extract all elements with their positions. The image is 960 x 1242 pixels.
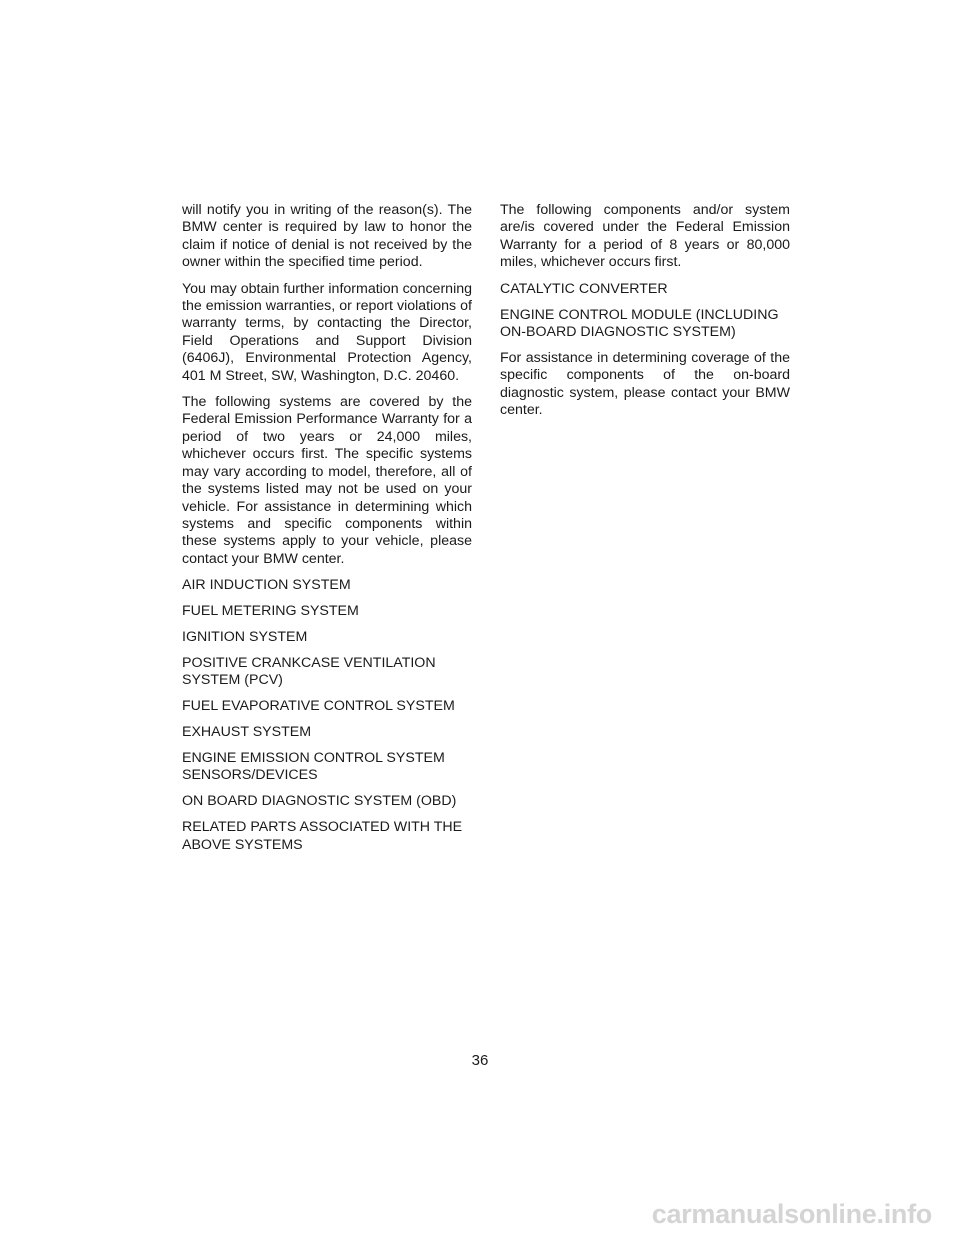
system-item: ENGINE EMISSION CONTROL SYSTEM SENSORS/DEVICES: [182, 749, 445, 784]
assistance-paragraph: For assistance in determining coverage of the specific components of the on-board diagnostic system, please contact your BMW center.: [500, 349, 790, 419]
component-item: CATALYTIC CONVERTER: [500, 280, 668, 297]
system-item: EXHAUST SYSTEM: [182, 724, 312, 741]
system-item: FUEL EVAPORATIVE CONTROL SYSTEM: [182, 698, 455, 715]
performance-warranty-paragraph: The following systems are covered by the Federal Emission Performance Warranty for a period of two years or 24,000 miles, whichever occurs first. The specific systems may vary according to model, therefore, all of the systems listed may not be used on your vehicle. For assistance in determining which systems and specific components within these systems apply to your vehicle, please contact your BMW center.: [182, 394, 472, 567]
system-item: POSITIVE CRANKCASE VENTILATION SYSTEM (PCV): [182, 654, 436, 689]
component-item: ENGINE CONTROL MODULE (INCLUDING ON-BOARD DIAGNOSTIC SYSTEM): [500, 306, 779, 340]
system-item: FUEL METERING SYSTEM: [182, 603, 359, 620]
site-watermark: carmanualsonline.info: [651, 1199, 932, 1229]
denial-notice-paragraph: will notify you in writing of the reason(s). The BMW center is required by law to honor the claim if notice of denial is not received by the owner within the specified time period.: [182, 202, 472, 271]
right-column: [500, 202, 790, 428]
system-item: ON BOARD DIAGNOSTIC SYSTEM (OBD): [182, 793, 457, 810]
covered-systems-list: [182, 577, 472, 854]
emission-warranty-paragraph: The following components and/or system are/is covered under the Federal Emission Warranty for a period of 8 years or 80,000 miles, whichever occurs first.: [500, 202, 790, 271]
further-information-paragraph: You may obtain further information concerning the emission warranties, or report violations of warranty terms, by contacting the Director, Field Operations and Support Division (6406J), Environmental Protection Agency, 401 M Street, SW, Washington, D.C. 20460.: [182, 280, 472, 384]
page-number: 36: [471, 1052, 489, 1069]
system-item: IGNITION SYSTEM: [182, 628, 308, 645]
covered-components-list: [500, 281, 790, 342]
left-column: [182, 202, 472, 863]
system-item: AIR INDUCTION SYSTEM: [182, 577, 351, 594]
system-item: RELATED PARTS ASSOCIATED WITH THE ABOVE SYSTEMS: [182, 819, 463, 853]
